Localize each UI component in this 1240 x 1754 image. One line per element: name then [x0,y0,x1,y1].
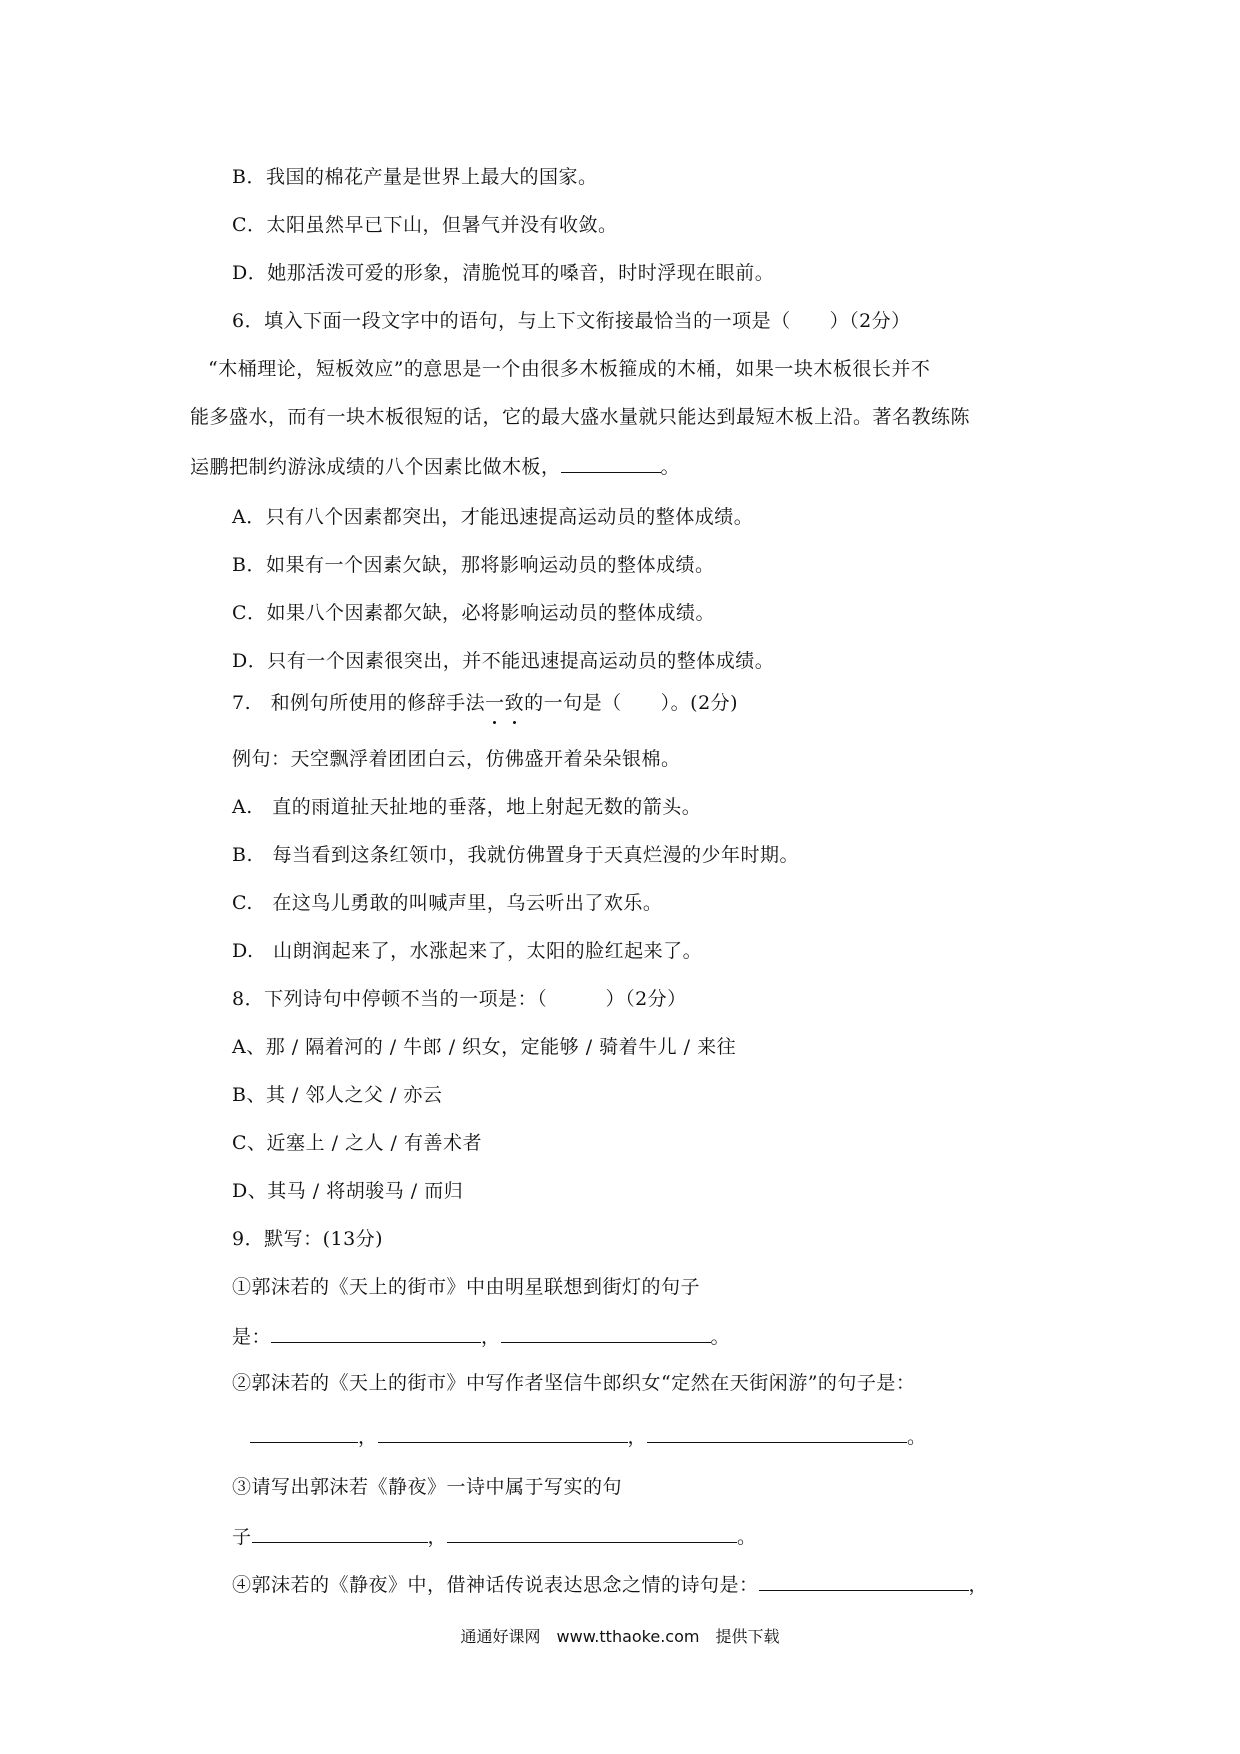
q7-stem-text-a: 7. 和例句所使用的修辞手法 [232,692,486,714]
q9-comma: ， [358,1426,378,1448]
q6-option-d: D．只有一个因素很突出，并不能迅速提高运动员的整体成绩。 [232,650,775,672]
q9-item-1-blank-2[interactable] [501,1322,711,1343]
q7-example: 例句：天空飘浮着团团白云，仿佛盛开着朵朵银棉。 [232,748,681,770]
q9-item-2-blank-2[interactable] [378,1422,628,1443]
q8-option-d: D、其马 / 将胡骏马 / 而归 [232,1180,464,1202]
q7-option-a: A. 直的雨道扯天扯地的垂落，地上射起无数的箭头。 [232,796,702,818]
q5-option-b: B．我国的棉花产量是世界上最大的国家。 [232,166,598,188]
q9-item-1-lead: 是： [232,1326,272,1348]
q9-comma: ， [627,1426,648,1448]
q9-item-1-prompt: ①郭沫若的《天上的街市》中由明星联想到街灯的句子 [232,1276,701,1298]
q7-stem-text-b: 的一句是（ ）。(2分) [524,692,739,714]
q9-item-3-lead: 子 [232,1526,252,1548]
q5-option-d: D．她那活泼可爱的形象，清脆悦耳的嗓音，时时浮现在眼前。 [232,262,775,284]
q6-answer-blank[interactable] [561,452,661,473]
q7-option-c: C. 在这鸟儿勇敢的叫喊声里，乌云听出了欢乐。 [232,892,663,914]
q7-option-d: D. 山朗润起来了，水涨起来了，太阳的脸红起来了。 [232,940,703,962]
q6-passage-line-2: 能多盛水，而有一块木板很短的话，它的最大盛水量就只能达到最短木板上沿。著名教练陈 [190,406,971,428]
q6-option-b: B．如果有一个因素欠缺，那将影响运动员的整体成绩。 [232,554,715,576]
q8-option-b: B、其 / 邻人之父 / 亦云 [232,1084,443,1106]
q8-stem: 8．下列诗句中停顿不当的一项是：（ ）（2分） [232,988,687,1010]
q6-passage-text: 运鹏把制约游泳成绩的八个因素比做木板， [190,456,561,478]
q9-period: 。 [907,1426,927,1448]
q5-option-c: C．太阳虽然早已下山，但暑气并没有收敛。 [232,214,618,236]
q9-item-1-blank-1[interactable] [271,1322,481,1343]
q6-option-c: C．如果八个因素都欠缺，必将影响运动员的整体成绩。 [232,602,716,624]
q9-item-3-answer [232,1522,757,1550]
q9-comma: ， [427,1526,448,1548]
q7-emphasis-char-1: 一 [485,692,505,714]
q9-comma: ， [968,1574,989,1596]
page-footer: 通通好课网 www.tthaoke.com 提供下载 [460,1627,780,1646]
q9-period: 。 [737,1526,757,1548]
q6-stem: 6．填入下面一段文字中的语句，与上下文衔接最恰当的一项是（ ）（2分） [232,310,911,332]
q9-item-2-prompt: ②郭沫若的《天上的街市》中写作者坚信牛郎织女“定然在天街闲游”的句子是： [232,1372,916,1394]
q6-option-a: A．只有八个因素都突出，才能迅速提高运动员的整体成绩。 [232,506,754,528]
q7-option-b: B. 每当看到这条红领巾，我就仿佛置身于天真烂漫的少年时期。 [232,844,800,866]
q9-comma: ， [481,1326,501,1348]
q8-option-a: A、那 / 隔着河的 / 牛郎 / 织女，定能够 / 骑着牛儿 / 来往 [232,1036,737,1058]
q6-passage-line-1: “木桶理论，短板效应”的意思是一个由很多木板箍成的木桶，如果一块木板很长并不 [208,358,931,380]
q9-item-4-blank-1[interactable] [759,1570,969,1591]
q9-item-2-blank-3[interactable] [647,1422,907,1443]
q9-item-3-blank-1[interactable] [252,1522,428,1543]
q6-passage-end: 。 [660,456,681,478]
q6-passage-line-3 [190,452,680,480]
q9-item-2-blank-1[interactable] [250,1422,358,1443]
q9-item-3-blank-2[interactable] [447,1522,737,1543]
q9-item-4-prompt: ④郭沫若的《静夜》中，借神话传说表达思念之情的诗句是： [232,1574,759,1596]
q8-option-c: C、近塞上 / 之人 / 有善术者 [232,1132,482,1154]
q7-emphasis-char-2: 致 [504,692,525,714]
q9-item-4-answer [232,1570,988,1598]
q9-stem: 9．默写：(13分) [232,1228,384,1250]
q9-item-3-prompt: ③请写出郭沫若《静夜》一诗中属于写实的句 [232,1476,623,1498]
q9-item-2-answer [250,1422,927,1450]
q9-item-1-answer [232,1322,730,1350]
q9-period: 。 [710,1326,731,1348]
q7-stem [232,690,738,716]
